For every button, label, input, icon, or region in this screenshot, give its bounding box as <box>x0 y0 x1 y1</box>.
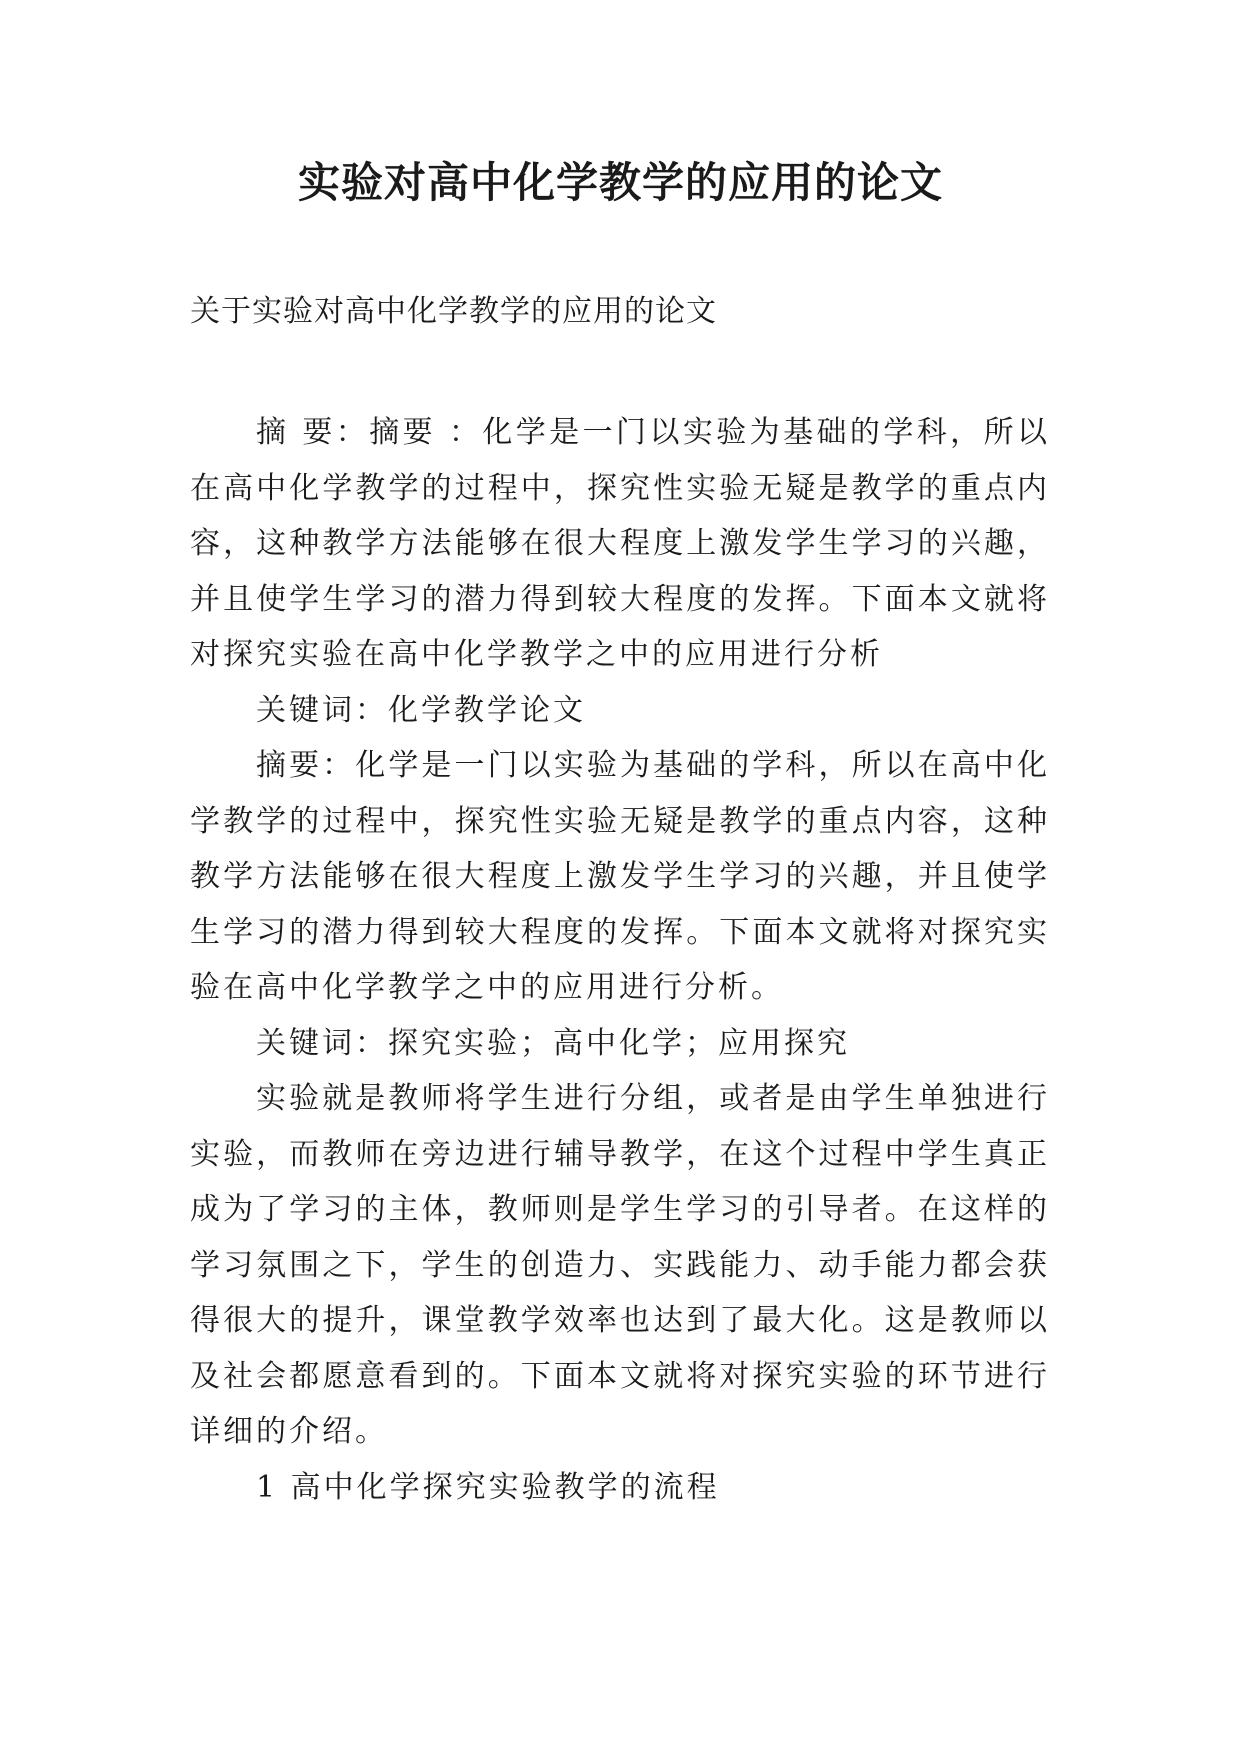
document-title: 实验对高中化学教学的应用的论文 <box>297 158 943 207</box>
abstract-paragraph-2: 摘要：化学是一门以实验为基础的学科，所以在高中化学教学的过程中，探究性实验无疑是教学的重点内容，这种教学方法能够在很大程度上激发学生学习的兴趣，并且使学生学习的潜力得到较大程度的发挥。下面本文就将对探究实验在高中化学教学之中的应用进行分析。 <box>190 748 1050 1005</box>
intro-paragraph: 实验就是教师将学生进行分组，或者是由学生单独进行实验，而教师在旁边进行辅导教学，在这个过程中学生真正成为了学习的主体，教师则是学生学习的引导者。在这样的学习氛围之下，学生的创造力、实践能力、动手能力都会获得很大的提升，课堂教学效率也达到了最大化。这是教师以及社会都愿意看到的。下面本文就将对探究实验的环节进行详细的介绍。 <box>190 1081 1050 1449</box>
document-subtitle: 关于实验对高中化学教学的应用的论文 <box>190 294 717 329</box>
keywords-paragraph: 关键词：化学教学论文 <box>256 692 586 728</box>
document-body <box>190 405 1050 1515</box>
keywords-paragraph-2: 关键词：探究实验；高中化学；应用探究 <box>256 1025 850 1061</box>
section-heading: 1 高中化学探究实验教学的流程 <box>256 1469 720 1505</box>
abstract-paragraph: 摘 要：摘要 ：化学是一门以实验为基础的学科，所以在高中化学教学的过程中，探究性实验无疑是教学的重点内容，这种教学方法能够在很大程度上激发学生学习的兴趣，并且使学生学习的潜力得到较大程度的发挥。下面本文就将对探究实验在高中化学教学之中的应用进行分析 <box>190 415 1050 672</box>
